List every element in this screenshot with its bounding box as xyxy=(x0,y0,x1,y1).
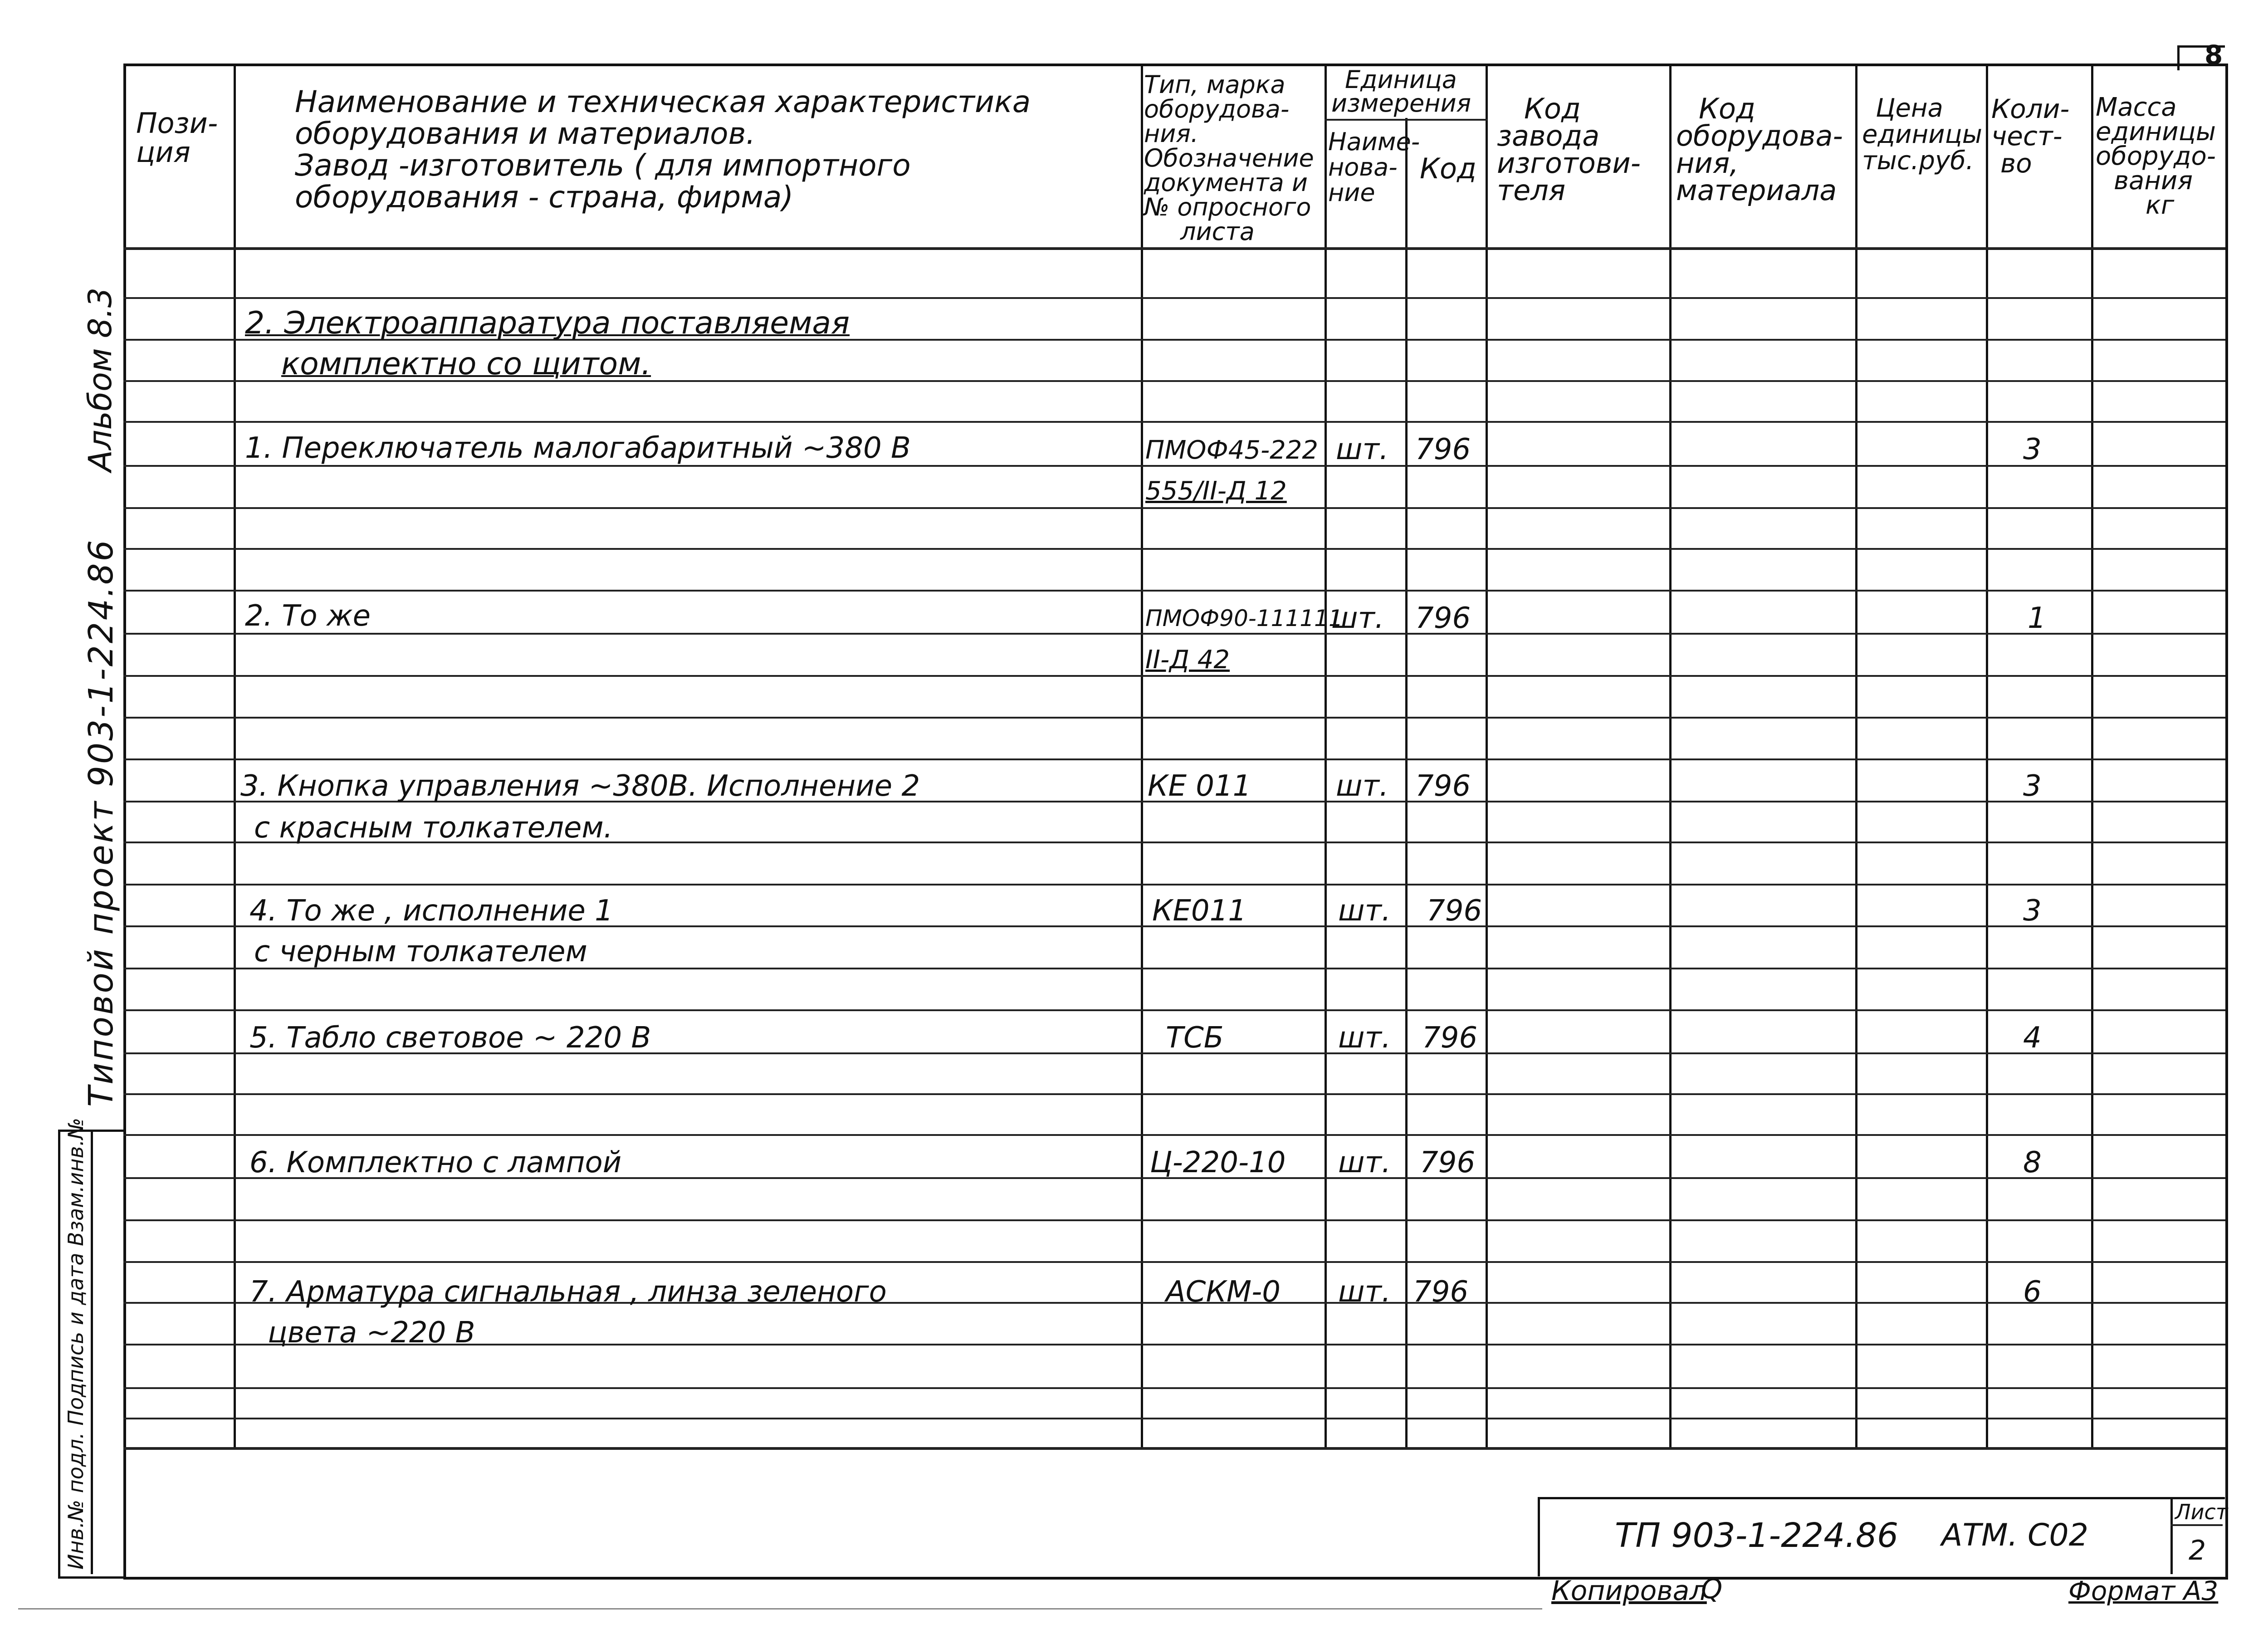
col-line xyxy=(1486,64,1488,1447)
item-7-name: 7. Арматура сигнальная , линза зеленого xyxy=(249,1275,887,1309)
section-title-line2: комплектно со щитом. xyxy=(281,346,651,382)
footer-format: Формат А3 xyxy=(2068,1575,2219,1606)
item-3-qty: 3 xyxy=(2023,769,2042,803)
item-2-code: 796 xyxy=(1415,602,1471,635)
side-project-label: Типовой проект 903-1-224.86 xyxy=(82,538,121,1107)
item-3-name: 3. Кнопка управления ~380В. Исполнение 2 xyxy=(240,769,920,803)
header-plant-code: Код завода изготови- теля xyxy=(1497,92,1641,207)
item-1-name: 1. Переключатель малогабаритный ~380 В xyxy=(245,431,911,465)
item-7-code: 796 xyxy=(1413,1275,1469,1309)
item-6-unit: шт. xyxy=(1338,1146,1391,1179)
item-3-code: 796 xyxy=(1415,769,1471,803)
item-6-type: Ц-220-10 xyxy=(1150,1146,1286,1179)
title-doc-code: АТМ. С02 xyxy=(1941,1517,2088,1553)
col-line xyxy=(1141,64,1143,1447)
item-3-type: КЕ 011 xyxy=(1148,769,1251,803)
col-line xyxy=(234,64,236,1447)
item-7-unit: шт. xyxy=(1338,1275,1391,1309)
side-album-label: Альбом 8.3 xyxy=(82,287,119,472)
item-7-type: АСКМ-0 xyxy=(1166,1275,1281,1309)
col-line xyxy=(2091,64,2093,1447)
item-4-name: 4. То же , исполнение 1 xyxy=(249,894,613,928)
item-5-name: 5. Табло световое ~ 220 В xyxy=(249,1021,651,1055)
item-1-type: ПМОФ45-222 xyxy=(1145,435,1319,465)
title-doc-number: ТП 903-1-224.86 xyxy=(1615,1516,1899,1555)
item-2-unit: шт. xyxy=(1331,602,1384,635)
col-line xyxy=(1855,64,1857,1447)
header-price: Цена единицы тыс.руб. xyxy=(1862,93,1982,176)
item-4-unit: шт. xyxy=(1338,894,1391,928)
item-3-unit: шт. xyxy=(1336,769,1389,803)
item-7-name-line2: цвета ~220 В xyxy=(268,1316,475,1350)
corner-sheet-number: 8 xyxy=(2204,39,2223,70)
header-unit-code: Код xyxy=(1420,152,1476,185)
item-3-name-line2: с красным толкателем. xyxy=(254,811,613,845)
item-2-type: ПМОФ90-111111 xyxy=(1145,605,1343,631)
item-4-name-line2: с черным толкателем xyxy=(254,935,587,969)
item-2-name: 2. То же xyxy=(245,599,371,633)
header-equipment-code: Код оборудова- ния, материала xyxy=(1676,92,1843,207)
item-1-unit: шт. xyxy=(1336,433,1389,466)
item-1-type-doc: 555/II-Д 12 xyxy=(1145,476,1287,506)
item-5-code: 796 xyxy=(1422,1021,1478,1055)
item-4-qty: 3 xyxy=(2023,894,2042,928)
item-6-qty: 8 xyxy=(2023,1146,2042,1179)
title-sheet-label: Лист xyxy=(2175,1500,2228,1524)
header-position: Пози- ция xyxy=(136,107,218,169)
item-6-code: 796 xyxy=(1420,1146,1476,1179)
item-7-qty: 6 xyxy=(2023,1275,2042,1309)
header-name: Наименование и техническая характеристика оборудования и материалов. Завод -изготовитель ( для импортного оборудования - страна, фирма) xyxy=(295,84,1031,215)
col-line xyxy=(1405,118,1408,1447)
col-line xyxy=(1986,64,1988,1447)
side-stamp-labels: Инв.№ подл. Подпись и дата Взам.инв.№ xyxy=(64,1117,88,1570)
col-line xyxy=(1669,64,1672,1447)
footer-copied-sign: Q xyxy=(1701,1573,1723,1605)
header-mass: Масса единицы оборудо- вания кг xyxy=(2096,93,2216,220)
title-sheet-number: 2 xyxy=(2189,1535,2206,1566)
item-5-qty: 4 xyxy=(2023,1021,2042,1055)
item-1-code: 796 xyxy=(1415,433,1471,466)
header-type: Тип, марка оборудова- ния. Обозначение документа и № опросного листа xyxy=(1144,70,1314,246)
section-title-line1: 2. Электроаппаратура поставляемая xyxy=(245,305,850,341)
item-4-type: КЕ011 xyxy=(1152,894,1247,928)
footer-copied: Копировал xyxy=(1551,1575,1707,1607)
col-line xyxy=(1325,64,1327,1447)
item-4-code: 796 xyxy=(1427,894,1482,928)
item-6-name: 6. Комплектно с лампой xyxy=(249,1146,622,1179)
item-1-qty: 3 xyxy=(2023,433,2042,466)
item-5-unit: шт. xyxy=(1338,1021,1391,1055)
header-unit-group: Единица измерения xyxy=(1331,65,1471,117)
item-5-type: ТСБ xyxy=(1166,1021,1224,1055)
scan-edge-line xyxy=(18,1608,1542,1610)
item-2-type-doc: II-Д 42 xyxy=(1145,645,1230,675)
header-quantity: Коли- чест- во xyxy=(1991,93,2070,179)
item-2-qty: 1 xyxy=(2028,602,2046,635)
header-unit-name: Наиме- нова- ние xyxy=(1328,127,1420,207)
